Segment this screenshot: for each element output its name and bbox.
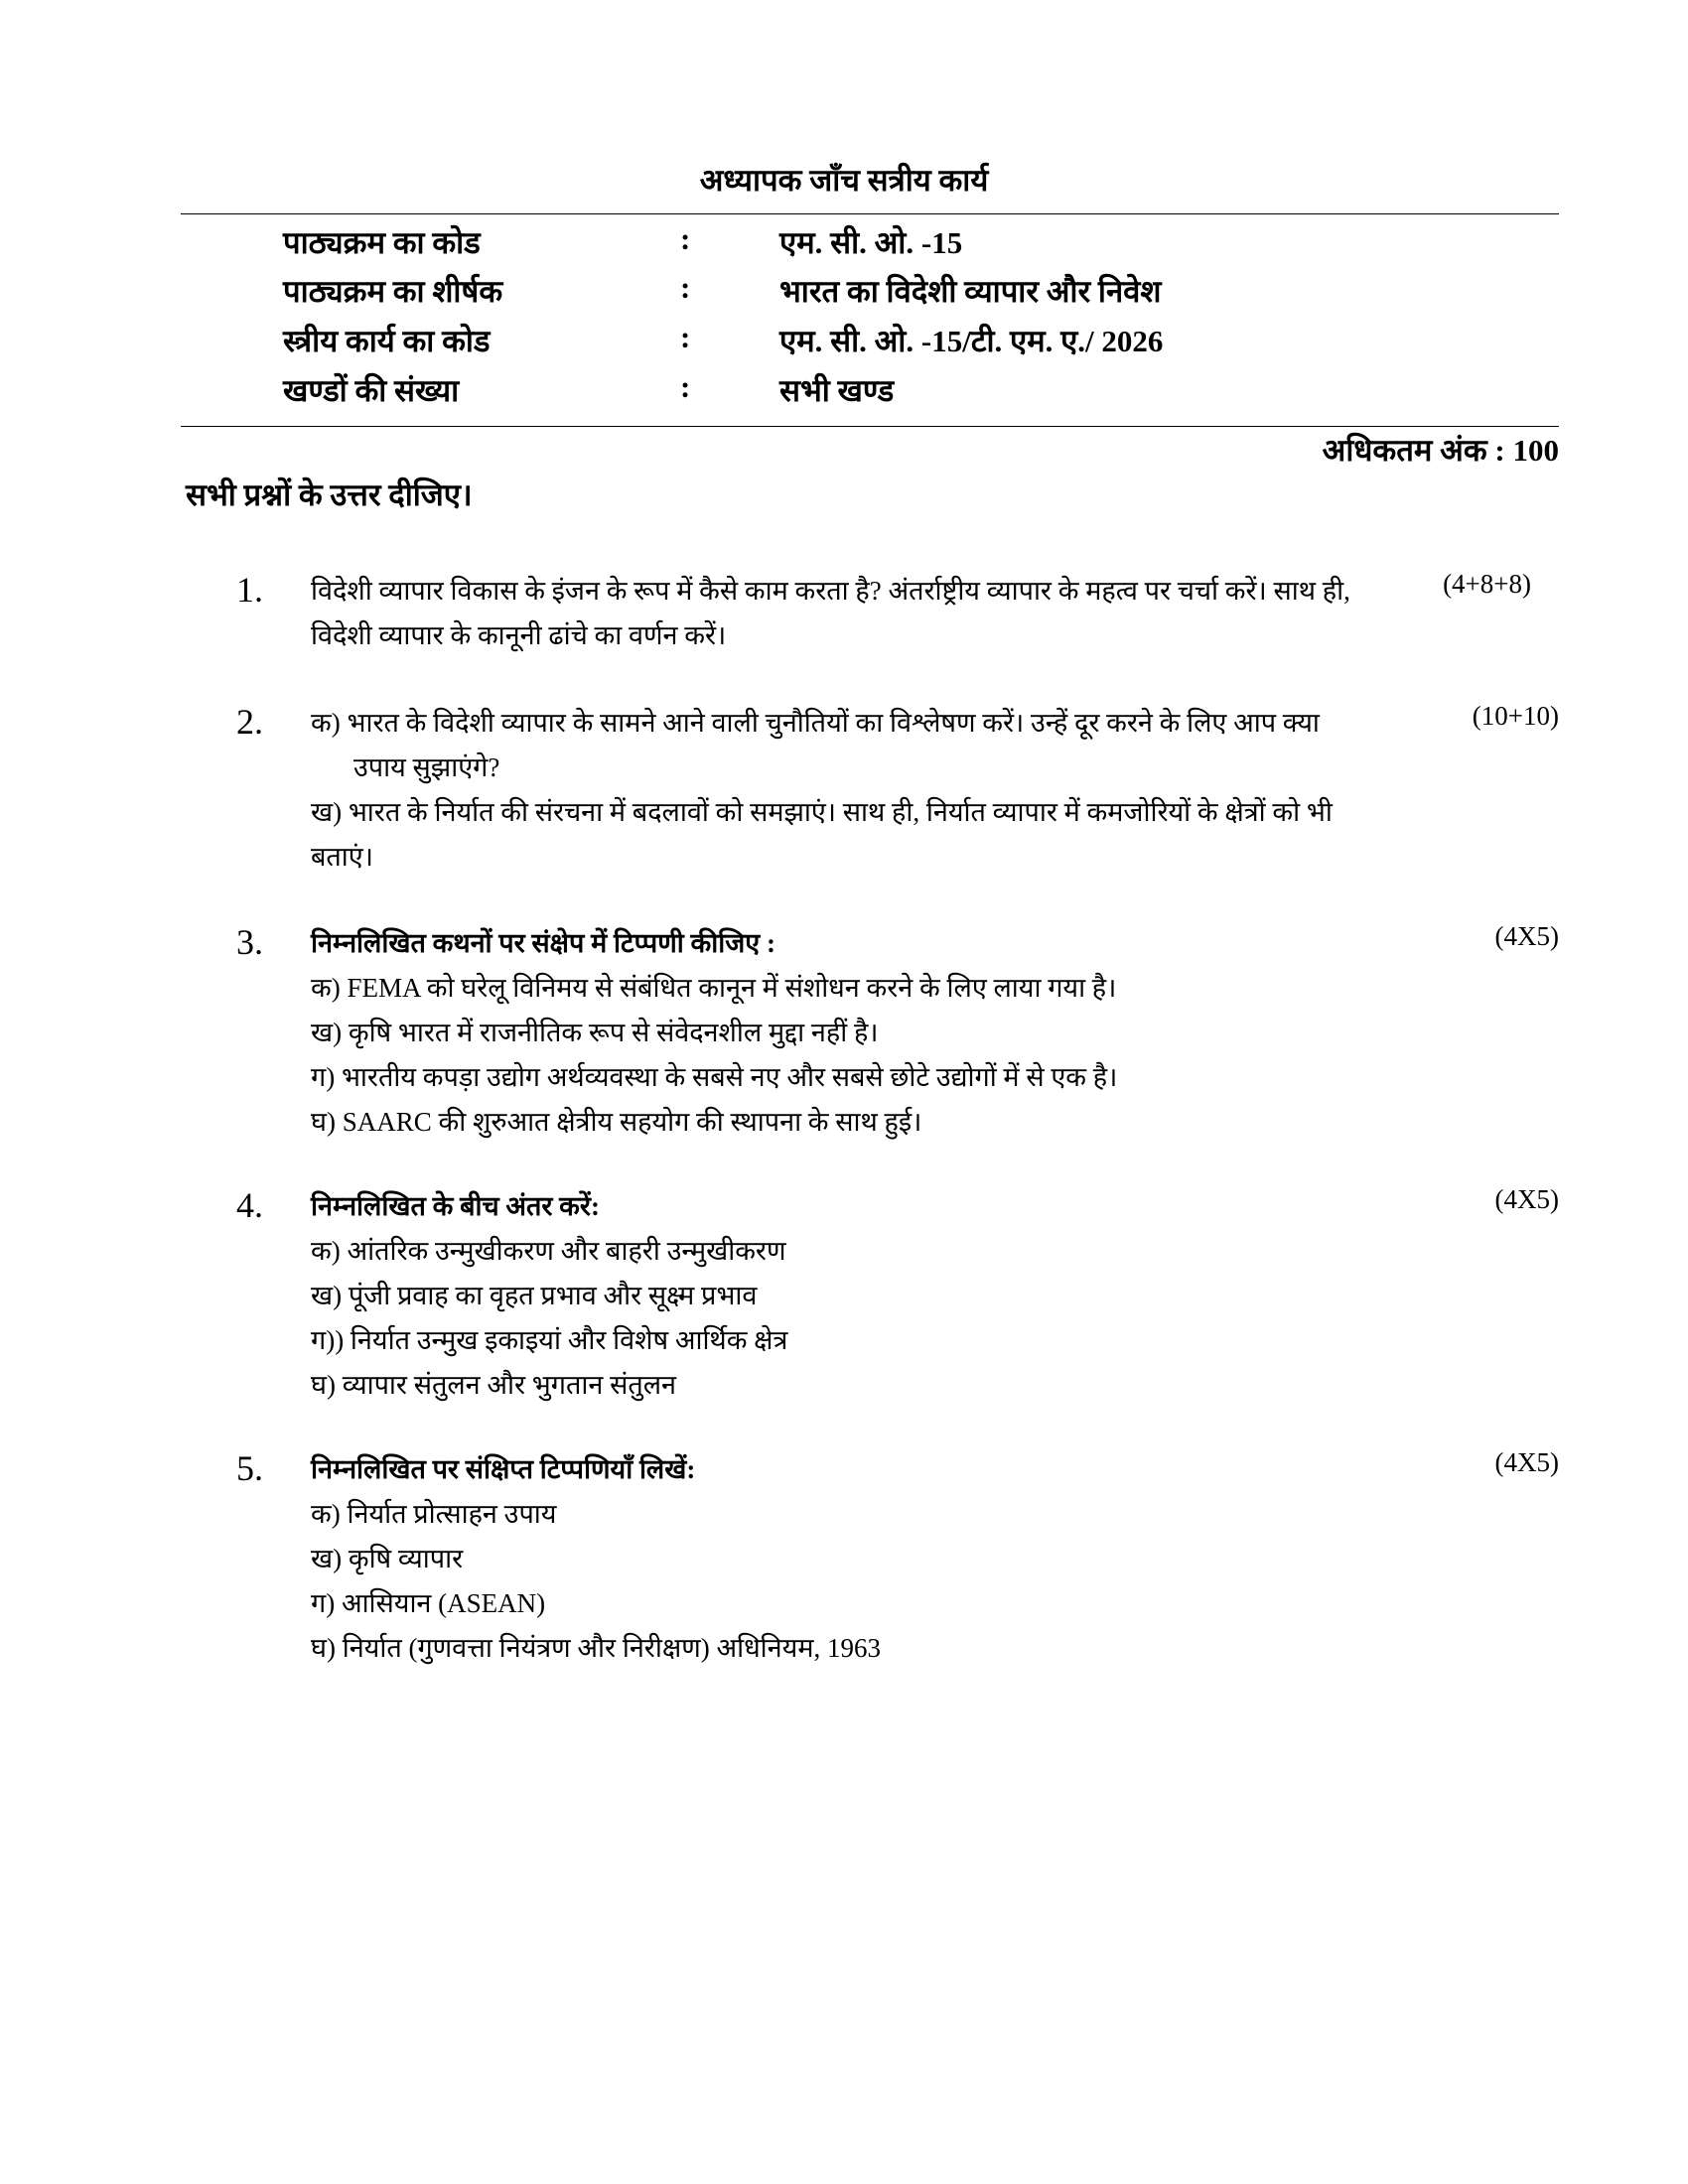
course-code-value: एम. सी. ओ. -15 [779, 225, 963, 260]
question-item: घ) व्यापार संतुलन और भुगतान संतुलन [311, 1370, 677, 1400]
question-item: ग)) निर्यात उन्मुख इकाइयां और विशेष आर्थिक क्षेत्र [311, 1325, 788, 1355]
course-title-colon: : [680, 270, 691, 305]
question-line: उपाय सुझाएंगे? [353, 752, 500, 782]
question-marks: (10+10) [1472, 701, 1559, 731]
question-number: 2. [236, 702, 263, 742]
assignment-code-value: एम. सी. ओ. -15/टी. एम. ए./ 2026 [779, 324, 1164, 358]
question-body [311, 1184, 1423, 1408]
question-item: ख) पूंजी प्रवाह का वृहत प्रभाव और सूक्ष्म प्रभाव [311, 1281, 758, 1310]
question-number: 4. [236, 1185, 263, 1225]
question-marks: (4X5) [1494, 1184, 1559, 1214]
question-body [311, 569, 1423, 658]
header-bottom-rule [181, 426, 1559, 427]
question-item: घ) SAARC की शुरुआत क्षेत्रीय सहयोग की स्थापना के साथ हुई। [311, 1107, 922, 1137]
assignment-code-label: स्त्रीय कार्य का कोड [283, 324, 491, 358]
blocks-count-colon: : [680, 369, 691, 404]
question-line: ख) भारत के निर्यात की संरचना में बदलावों को समझाएं। साथ ही, निर्यात व्यापार में कमजोरियों के क्षेत्रों को भी [311, 797, 1333, 827]
question-number: 1. [236, 570, 263, 610]
question-number: 3. [236, 922, 263, 962]
question-body [311, 701, 1423, 880]
question-heading: निम्नलिखित पर संक्षिप्त टिप्पणियाँ लिखें: [311, 1454, 696, 1484]
course-title-value: भारत का विदेशी व्यापार और निवेश [779, 274, 1162, 309]
question-marks: (4+8+8) [1443, 569, 1531, 599]
max-marks: अधिकतम अंक : 100 [1322, 433, 1559, 468]
question-marks: (4X5) [1494, 1447, 1559, 1477]
blocks-count-label: खण्डों की संख्या [283, 373, 460, 408]
header-top-rule [181, 213, 1559, 214]
question-heading: निम्नलिखित के बीच अंतर करें: [311, 1191, 600, 1221]
course-code-label: पाठ्यक्रम का कोड [283, 225, 481, 260]
question-line: क) भारत के विदेशी व्यापार के सामने आने वाली चुनौतियों का विश्लेषण करें। उन्हें दूर करने के लिए आप क्या [311, 708, 1320, 738]
question-item: क) FEMA को घरेलू विनिमय से संबंधित कानून में संशोधन करने के लिए लाया गया है। [311, 973, 1117, 1003]
blocks-count-value: सभी खण्ड [779, 373, 895, 408]
question-heading: निम्नलिखित कथनों पर संक्षेप में टिप्पणी कीजिए : [311, 928, 775, 958]
question-item: क) निर्यात प्रोत्साहन उपाय [311, 1499, 557, 1529]
question-line: विदेशी व्यापार विकास के इंजन के रूप में कैसे काम करता है? अंतर्राष्ट्रीय व्यापार के महत्व पर चर्चा करें। साथ ही, [311, 576, 1350, 606]
question-line: बताएं। [311, 842, 373, 872]
course-title-label: पाठ्यक्रम का शीर्षक [283, 274, 503, 309]
question-item: ग) भारतीय कपड़ा उद्योग अर्थव्यवस्था के सबसे नए और सबसे छोटे उद्योगों में से एक है। [311, 1062, 1118, 1092]
question-item: ख) कृषि भारत में राजनीतिक रूप से संवेदनशील मुद्दा नहीं है। [311, 1018, 879, 1047]
page-title: अध्यापक जाँच सत्रीय कार्य [699, 163, 989, 198]
question-item: क) आंतरिक उन्मुखीकरण और बाहरी उन्मुखीकरण [311, 1236, 786, 1266]
question-body [311, 921, 1423, 1145]
question-number: 5. [236, 1448, 263, 1488]
question-item: ग) आसियान (ASEAN) [311, 1588, 546, 1618]
question-item: घ) निर्यात (गुणवत्ता नियंत्रण और निरीक्षण) अधिनियम, 1963 [311, 1633, 881, 1663]
instruction: सभी प्रश्नों के उत्तर दीजिए। [186, 478, 473, 512]
question-item: ख) कृषि व्यापार [311, 1544, 464, 1573]
question-marks: (4X5) [1494, 921, 1559, 951]
assignment-code-colon: : [680, 320, 691, 354]
question-line: विदेशी व्यापार के कानूनी ढांचे का वर्णन करें। [311, 620, 727, 650]
question-body [311, 1447, 1423, 1671]
course-code-colon: : [680, 221, 691, 256]
